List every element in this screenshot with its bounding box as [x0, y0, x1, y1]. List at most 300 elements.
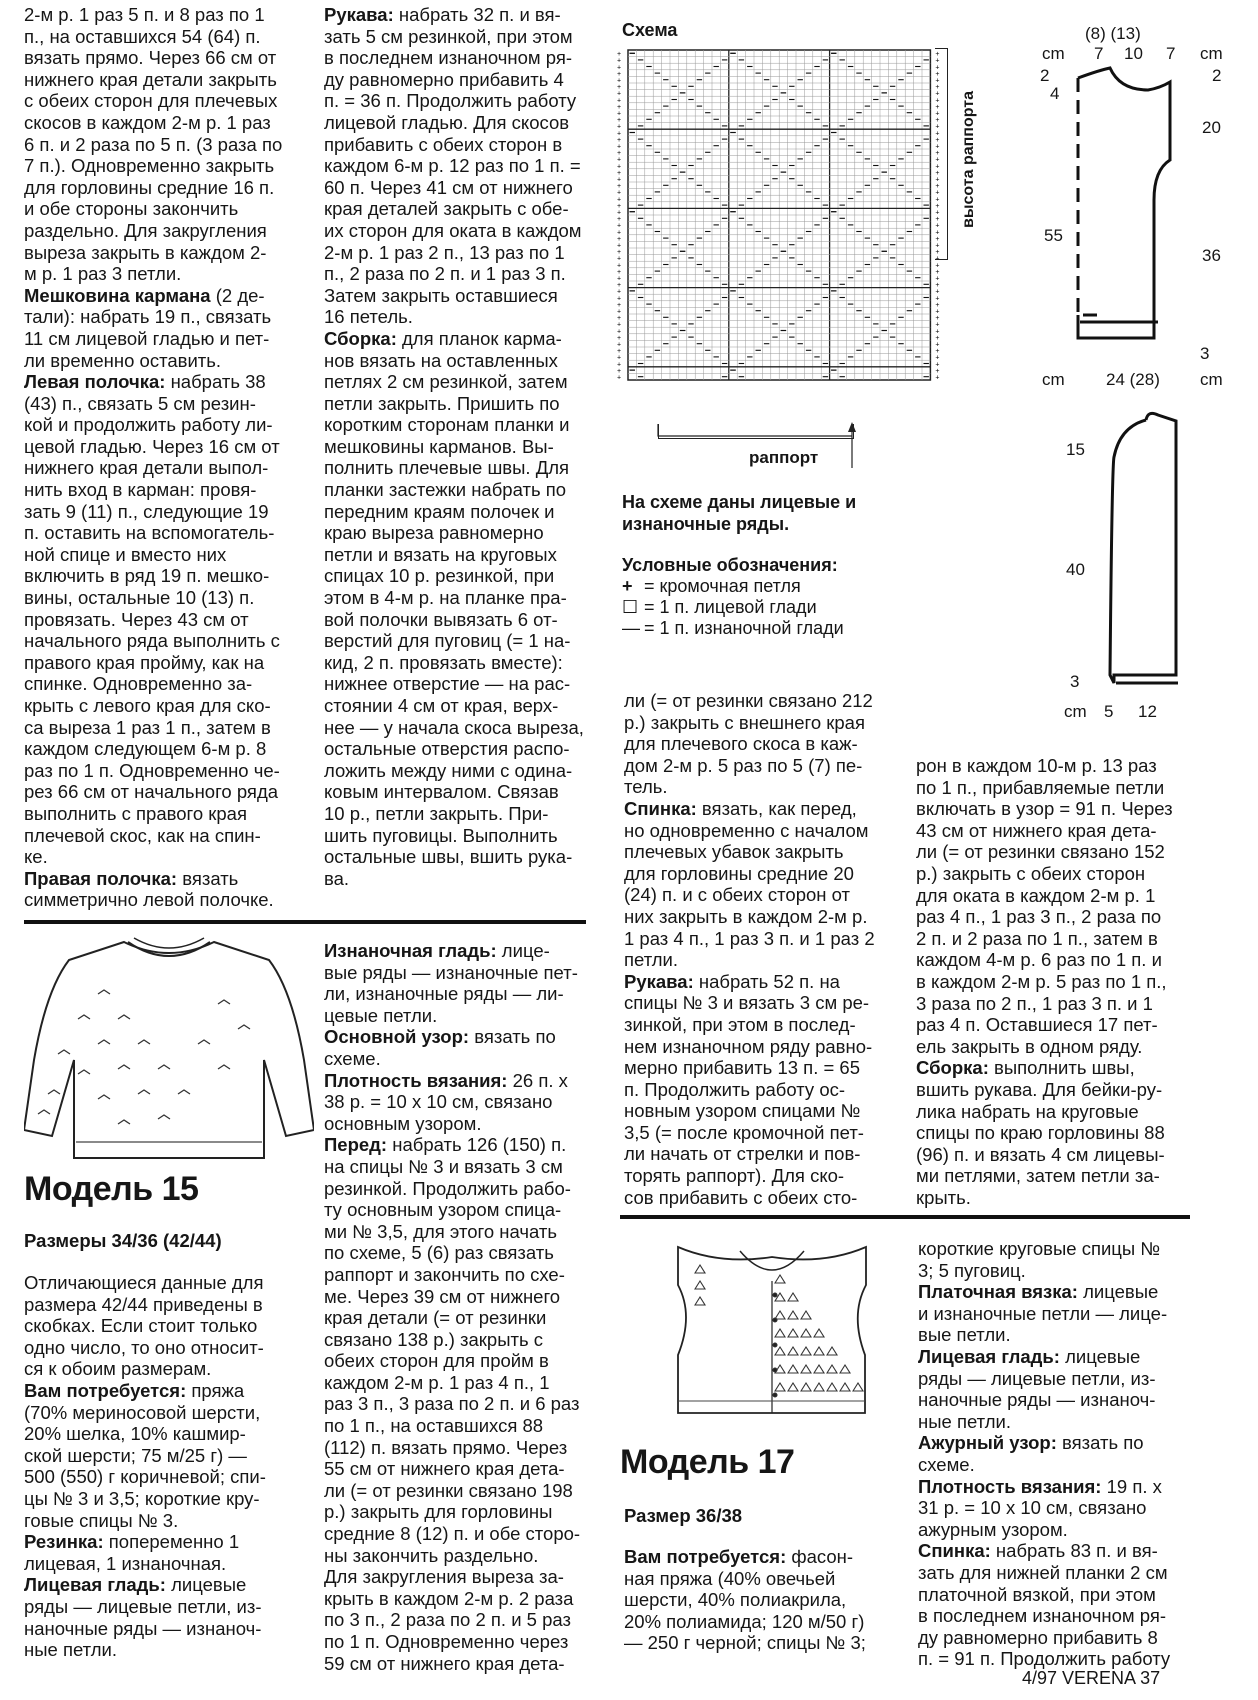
svg-text:+: +: [617, 169, 622, 177]
text-line: [324, 69, 594, 91]
text-line: [624, 755, 894, 777]
svg-text:+: +: [935, 301, 940, 309]
svg-text:+: +: [935, 367, 940, 375]
text-line: [324, 198, 594, 220]
svg-text:+: +: [617, 315, 622, 323]
text-run: на спицы № 3 и вязать 3 см: [324, 1155, 563, 1177]
text-line: [24, 436, 324, 458]
term-bold: Правая полочка:: [24, 867, 178, 889]
svg-text:+: +: [617, 341, 622, 349]
text-line: [916, 949, 1216, 971]
text-line: [918, 1497, 1218, 1519]
text-line: [24, 717, 324, 739]
svg-text:+: +: [617, 57, 622, 65]
text-line: [24, 26, 324, 48]
svg-text:+: +: [617, 361, 622, 369]
text-line: [324, 350, 594, 372]
text-line: [624, 863, 894, 885]
svg-text:+: +: [935, 321, 940, 329]
text-run: ли (= от резинки связано 198: [324, 1479, 573, 1501]
legend-knit: [622, 597, 817, 618]
svg-text:+: +: [617, 374, 622, 382]
term-bold: Рукава:: [624, 970, 694, 992]
chart-title: Схема: [622, 20, 678, 40]
text-run: нее — у начала скоса выреза,: [324, 716, 584, 738]
text-run: каждом следующем 6-м р. 8: [24, 738, 267, 760]
text-line: [24, 177, 324, 199]
text-line: [324, 134, 594, 156]
svg-text:+: +: [617, 354, 622, 362]
text-line: [24, 652, 324, 674]
text-run: прибавить с обеих сторон в: [324, 133, 563, 155]
text-line: [918, 1346, 1218, 1368]
text-line: [916, 971, 1216, 993]
svg-text:+: +: [617, 189, 622, 197]
svg-text:+: +: [617, 202, 622, 210]
text-line: [324, 962, 594, 984]
svg-text:+: +: [935, 117, 940, 125]
model15-col1-text: [24, 1272, 294, 1661]
text-line: [624, 820, 894, 842]
text-run: п. = 36 п. Продолжить работу: [324, 90, 577, 112]
text-run: нем изнаночном ряду равно-: [624, 1035, 873, 1057]
model15-col2-text: [324, 940, 594, 1674]
text-run: вые ряды — изнаночные пет-: [324, 961, 578, 983]
text-run: выполнить с правого края: [24, 802, 247, 824]
svg-text:+: +: [617, 130, 622, 138]
text-line: [624, 1036, 894, 1058]
text-line: [324, 803, 594, 825]
text-run: вязать, как перед,: [696, 797, 857, 819]
text-line: [624, 1589, 894, 1611]
vest-illustration: [660, 1245, 885, 1415]
term-bold: Спинка:: [624, 797, 697, 819]
text-run: 20% шелка, 10% кашмир-: [24, 1423, 246, 1445]
term-bold: Вам потребуется:: [24, 1379, 187, 1401]
text-line: [24, 565, 324, 587]
text-line: [24, 155, 324, 177]
svg-text:+: +: [617, 176, 622, 184]
text-line: [916, 820, 1216, 842]
col4-mid-text: [916, 755, 1216, 1208]
text-line: [24, 609, 324, 631]
text-line: [324, 1134, 594, 1156]
text-line: [24, 220, 324, 242]
text-line: [24, 868, 324, 890]
model17-col1-text: [624, 1546, 894, 1654]
text-line: [624, 1632, 894, 1654]
text-run: для горловины средние 16 п.: [24, 176, 275, 198]
svg-text:+: +: [617, 136, 622, 144]
text-line: [916, 928, 1216, 950]
text-line: [624, 992, 894, 1014]
text-run: с обеих сторон для плечевых: [24, 90, 278, 112]
text-run: тали): набрать 19 п., связать: [24, 306, 272, 328]
text-run: ду равномерно прибавить 4: [324, 68, 564, 90]
svg-text:+: +: [935, 249, 940, 257]
text-run: одно число, то оно относит-: [24, 1336, 264, 1358]
text-run: раз 3 п., 3 раза по 2 п. и 6 раз: [324, 1393, 580, 1415]
text-line: [24, 760, 324, 782]
svg-text:+: +: [935, 103, 940, 111]
text-line: [24, 630, 324, 652]
text-run: ва.: [324, 867, 350, 889]
svg-text:+: +: [617, 90, 622, 98]
svg-text:+: +: [935, 110, 940, 118]
text-run: (112) п. вязать прямо. Через: [324, 1436, 568, 1458]
text-line: [24, 1294, 294, 1316]
svg-text:+: +: [617, 196, 622, 204]
schem-bottom-cm-left: cm: [1042, 370, 1065, 389]
text-line: [324, 1523, 594, 1545]
text-run: вязать по: [1056, 1432, 1144, 1454]
text-run: (96) п. и вязать 4 см лицевы-: [916, 1143, 1165, 1165]
text-run: вые петли.: [918, 1324, 1011, 1346]
text-line: [918, 1540, 1218, 1562]
text-run: ажурным узором.: [918, 1518, 1068, 1540]
text-line: [324, 1178, 594, 1200]
text-run: шерсти, 40% полиакрила,: [624, 1589, 847, 1611]
text-line: [918, 1454, 1218, 1476]
text-line: [324, 1026, 594, 1048]
text-run: вшить рукава. Для бейки-ру-: [916, 1078, 1163, 1100]
text-line: [624, 1143, 894, 1165]
col3-bottom-text: [624, 690, 894, 1208]
text-line: [324, 695, 594, 717]
text-run: включать в узор = 91 п. Через: [916, 798, 1173, 820]
text-run: связано 138 р.) закрыть с: [324, 1328, 543, 1350]
text-line: [324, 1199, 594, 1221]
text-run: 31 р. = 10 х 10 см, связано: [918, 1497, 1147, 1519]
text-line: [324, 371, 594, 393]
svg-text:+: +: [935, 143, 940, 151]
svg-text:+: +: [617, 64, 622, 72]
text-run: зать для нижней планки 2 см: [918, 1561, 1168, 1583]
text-line: [324, 457, 594, 479]
text-run: 2 п. и 2 раза по 1 п., затем в: [916, 927, 1158, 949]
text-line: [324, 1286, 594, 1308]
text-run: схеме.: [324, 1047, 381, 1069]
term-bold: Мешковина кармана: [24, 284, 211, 306]
svg-text:+: +: [617, 268, 622, 276]
text-line: [918, 1389, 1218, 1411]
text-run: вязать: [177, 867, 239, 889]
text-line: [324, 1437, 594, 1459]
svg-text:+: +: [935, 150, 940, 158]
text-line: [24, 587, 324, 609]
text-line: [624, 906, 894, 928]
text-run: лицевые: [165, 1574, 247, 1596]
text-line: [324, 328, 594, 350]
text-run: но одновременно с началом: [624, 819, 869, 841]
term-bold: Платочная вязка:: [918, 1281, 1078, 1303]
sleeve-cap: 15: [1066, 440, 1085, 459]
text-run: остальные отверстия распо-: [324, 738, 570, 760]
text-line: [324, 501, 594, 523]
svg-text:+: +: [935, 163, 940, 171]
svg-text:+: +: [935, 262, 940, 270]
text-line: [624, 1546, 894, 1568]
svg-text:+: +: [617, 216, 622, 224]
text-run: наночные ряды — изнаноч-: [24, 1617, 262, 1639]
text-line: [624, 928, 894, 950]
text-line: [324, 306, 594, 328]
text-run: раз по 1 п. Одновременно че-: [24, 759, 280, 781]
text-run: ной спице и вместо них: [24, 543, 227, 565]
text-run: п. оставить на вспомогатель-: [24, 522, 275, 544]
svg-text:+: +: [935, 222, 940, 230]
text-run: пряжа: [186, 1379, 245, 1401]
text-line: [24, 371, 324, 393]
text-line: [324, 1329, 594, 1351]
text-run: вины, остальные 10 (13) п.: [24, 587, 255, 609]
sleeve-dim-2: 12: [1138, 702, 1157, 721]
text-line: [324, 47, 594, 69]
text-line: [324, 1242, 594, 1264]
text-run: нить вход в карман: провя-: [24, 479, 257, 501]
text-line: [324, 1307, 594, 1329]
text-line: [24, 393, 324, 415]
svg-text:+: +: [935, 282, 940, 290]
term-bold: Спинка:: [918, 1540, 991, 1562]
svg-text:+: +: [617, 321, 622, 329]
text-run: лице-: [496, 940, 550, 961]
svg-text:+: +: [617, 143, 622, 151]
text-run: лицевые: [1059, 1345, 1141, 1367]
text-line: [324, 1480, 594, 1502]
text-run: петли закрыть. Пришить по: [324, 392, 560, 414]
text-run: ли, изнаночные ряды — ли-: [324, 983, 564, 1005]
text-line: [916, 863, 1216, 885]
model17-col2-text: [918, 1238, 1218, 1670]
text-line: [624, 1100, 894, 1122]
text-run: платочной вязкой, при этом: [918, 1583, 1156, 1605]
text-line: [324, 393, 594, 415]
text-run: Затем закрыть оставшиеся: [324, 284, 558, 306]
term-bold: Сборка:: [324, 327, 397, 349]
text-line: [24, 1466, 294, 1488]
text-run: ложить между ними с одина-: [324, 759, 573, 781]
text-run: 55 см от нижнего края дета-: [324, 1458, 565, 1480]
text-run: 26 п. х: [507, 1069, 568, 1091]
svg-text:+: +: [935, 361, 940, 369]
text-line: [24, 1445, 294, 1467]
text-line: [324, 652, 594, 674]
text-line: [324, 1048, 594, 1070]
svg-text:+: +: [617, 301, 622, 309]
text-run: ду равномерно прибавить 8: [918, 1626, 1158, 1648]
text-line: [624, 1165, 894, 1187]
text-run: для планок карма-: [396, 327, 562, 349]
text-run: по 1 п. Одновременно через: [324, 1631, 569, 1652]
text-line: [624, 1014, 894, 1036]
text-run: ке.: [24, 846, 48, 868]
text-line: [916, 1187, 1216, 1209]
page-footer: 4/97 VERENA 37: [1022, 1668, 1161, 1688]
text-line: [624, 884, 894, 906]
text-run: спицы по краю горловины 88: [916, 1122, 1165, 1144]
text-line: [918, 1324, 1218, 1346]
text-line: [24, 1596, 294, 1618]
text-line: [916, 841, 1216, 863]
text-run: 2-м р. 1 раз 2 п., 13 раз по 1: [324, 241, 565, 263]
text-run: 3; 5 пуговиц.: [918, 1259, 1026, 1281]
text-line: [24, 134, 324, 156]
text-line: [624, 776, 894, 798]
text-run: мерно прибавить 13 п. = 65: [624, 1057, 860, 1079]
text-run: ковым интервалом. Связав: [324, 781, 559, 803]
text-line: [624, 971, 894, 993]
text-run: симметрично левой полочке.: [24, 889, 274, 911]
text-run: размера 42/44 приведены в: [24, 1293, 263, 1315]
text-run: 2-м р. 1 раз 5 п. и 8 раз по 1: [24, 4, 265, 25]
sleeve-length: 40: [1066, 560, 1085, 579]
text-run: ли (= от резинки связано 152: [916, 841, 1165, 863]
term-bold: Сборка:: [916, 1057, 989, 1079]
svg-text:+: +: [617, 123, 622, 131]
svg-text:+: +: [935, 374, 940, 382]
text-line: [916, 755, 1216, 777]
text-line: [24, 673, 324, 695]
text-run: дом 2-м р. 5 раз по 5 (7) пе-: [624, 754, 863, 776]
text-run: плечевых убавок закрыть: [624, 841, 844, 863]
svg-text:+: +: [935, 77, 940, 85]
text-run: ли временно оставить.: [24, 349, 222, 371]
svg-text:+: +: [935, 216, 940, 224]
sweater-illustration: [24, 930, 314, 1166]
text-line: [916, 1057, 1216, 1079]
text-line: [24, 414, 324, 436]
text-line: [324, 1415, 594, 1437]
text-run: 3 раза по 2 п., 1 раз 3 п. и 1: [916, 992, 1153, 1014]
body-schematic: [1030, 60, 1200, 380]
text-run: полнить плечевые швы. Для: [324, 457, 570, 479]
text-line: [918, 1648, 1218, 1670]
svg-text:+: +: [617, 348, 622, 356]
schem-top-dim-1: 7: [1094, 44, 1104, 63]
schem-bottom-cm-right: cm: [1200, 370, 1223, 389]
text-line: [624, 1187, 894, 1209]
text-line: [324, 565, 594, 587]
text-run: 59 см от нижнего края дета-: [324, 1652, 565, 1674]
text-line: [324, 630, 594, 652]
text-line: [24, 457, 324, 479]
text-run: 7 п.). Одновременно закрыть: [24, 155, 275, 177]
text-line: [24, 479, 324, 501]
text-line: [918, 1411, 1218, 1433]
svg-text:+: +: [617, 249, 622, 257]
text-line: [24, 1402, 294, 1424]
svg-text:+: +: [935, 209, 940, 217]
svg-text:+: +: [935, 255, 940, 263]
text-line: [324, 155, 594, 177]
text-line: [24, 285, 324, 307]
text-run: ель закрыть в одном ряду.: [916, 1035, 1143, 1057]
text-run: кой и продолжить работу ли-: [24, 414, 273, 436]
text-run: вязать прямо. Через 66 см от: [24, 47, 277, 69]
text-line: [324, 1588, 594, 1610]
text-run: — 250 г черной; спицы № 3;: [624, 1632, 866, 1654]
svg-text:+: +: [935, 90, 940, 98]
text-run: раздельно. Для закругления: [24, 219, 267, 241]
schem-top-row: (8) (13): [1085, 24, 1141, 43]
svg-text:+: +: [935, 242, 940, 250]
text-line: [24, 1553, 294, 1575]
text-run: набрать 32 п. и вя-: [393, 4, 561, 25]
svg-text:+: +: [617, 84, 622, 92]
text-line: [624, 1079, 894, 1101]
text-run: 16 петель.: [324, 306, 413, 328]
term-bold: Ажурный узор:: [918, 1432, 1057, 1454]
text-run: (24) п. и с обеих сторон от: [624, 884, 850, 906]
text-line: [324, 760, 594, 782]
schem-top-cm-left: cm: [1042, 44, 1065, 63]
text-run: выполнить швы,: [988, 1057, 1135, 1079]
text-run: фасон-: [786, 1546, 854, 1567]
text-run: них закрыть в каждом 2-м р.: [624, 905, 868, 927]
text-run: петли и вязать на круговых: [324, 543, 557, 565]
text-line: [24, 781, 324, 803]
text-line: [24, 1618, 294, 1640]
legend-title: Условные обозначения:: [622, 555, 838, 575]
svg-text:+: +: [617, 229, 622, 237]
svg-text:+: +: [617, 77, 622, 85]
text-line: [24, 112, 324, 134]
text-run: спинке. Одновременно за-: [24, 673, 253, 695]
svg-text:+: +: [617, 255, 622, 263]
svg-text:+: +: [617, 367, 622, 375]
text-run: лицевые: [1077, 1281, 1159, 1303]
text-run: ряды — лицевые петли, из-: [918, 1367, 1156, 1389]
text-run: зинкой, при этом в послед-: [624, 1013, 856, 1035]
svg-text:+: +: [935, 130, 940, 138]
text-run: м р. 1 раз 3 петли.: [24, 263, 182, 285]
text-run: ми петлями, затем петли за-: [916, 1165, 1160, 1187]
height-bracket: [935, 48, 948, 260]
text-line: [24, 522, 324, 544]
text-line: [918, 1432, 1218, 1454]
text-run: средние 8 (12) п. и обе сторо-: [324, 1523, 581, 1545]
text-line: [24, 1423, 294, 1445]
text-line: [324, 522, 594, 544]
text-line: [324, 479, 594, 501]
svg-text:+: +: [935, 57, 940, 65]
svg-text:+: +: [617, 156, 622, 164]
text-run: резинкой. Продолжить рабо-: [324, 1177, 571, 1199]
text-run: короткие круговые спицы №: [918, 1238, 1161, 1259]
col2-top-text: [324, 4, 594, 889]
svg-text:+: +: [935, 97, 940, 105]
text-line: [918, 1562, 1218, 1584]
text-line: [324, 1070, 594, 1092]
svg-text:+: +: [935, 156, 940, 164]
text-line: [918, 1260, 1218, 1282]
text-run: 500 (550) г коричневой; спи-: [24, 1466, 266, 1488]
text-run: лицевой гладью. Для скосов: [324, 111, 570, 133]
svg-text:+: +: [617, 150, 622, 158]
text-run: правого края пройму, как на: [24, 651, 265, 673]
text-line: [916, 1014, 1216, 1036]
text-line: [324, 1221, 594, 1243]
text-run: в последнем изнаночном ря-: [324, 47, 573, 69]
text-run: новным узором спицами №: [624, 1100, 861, 1122]
text-run: зать 9 (11) п., следующие 19: [24, 500, 269, 522]
text-line: [324, 177, 594, 199]
text-line: [24, 306, 324, 328]
term-bold: Лицевая гладь:: [24, 1574, 166, 1596]
text-run: ли (= от резинки связано 212: [624, 690, 873, 711]
text-line: [918, 1519, 1218, 1541]
